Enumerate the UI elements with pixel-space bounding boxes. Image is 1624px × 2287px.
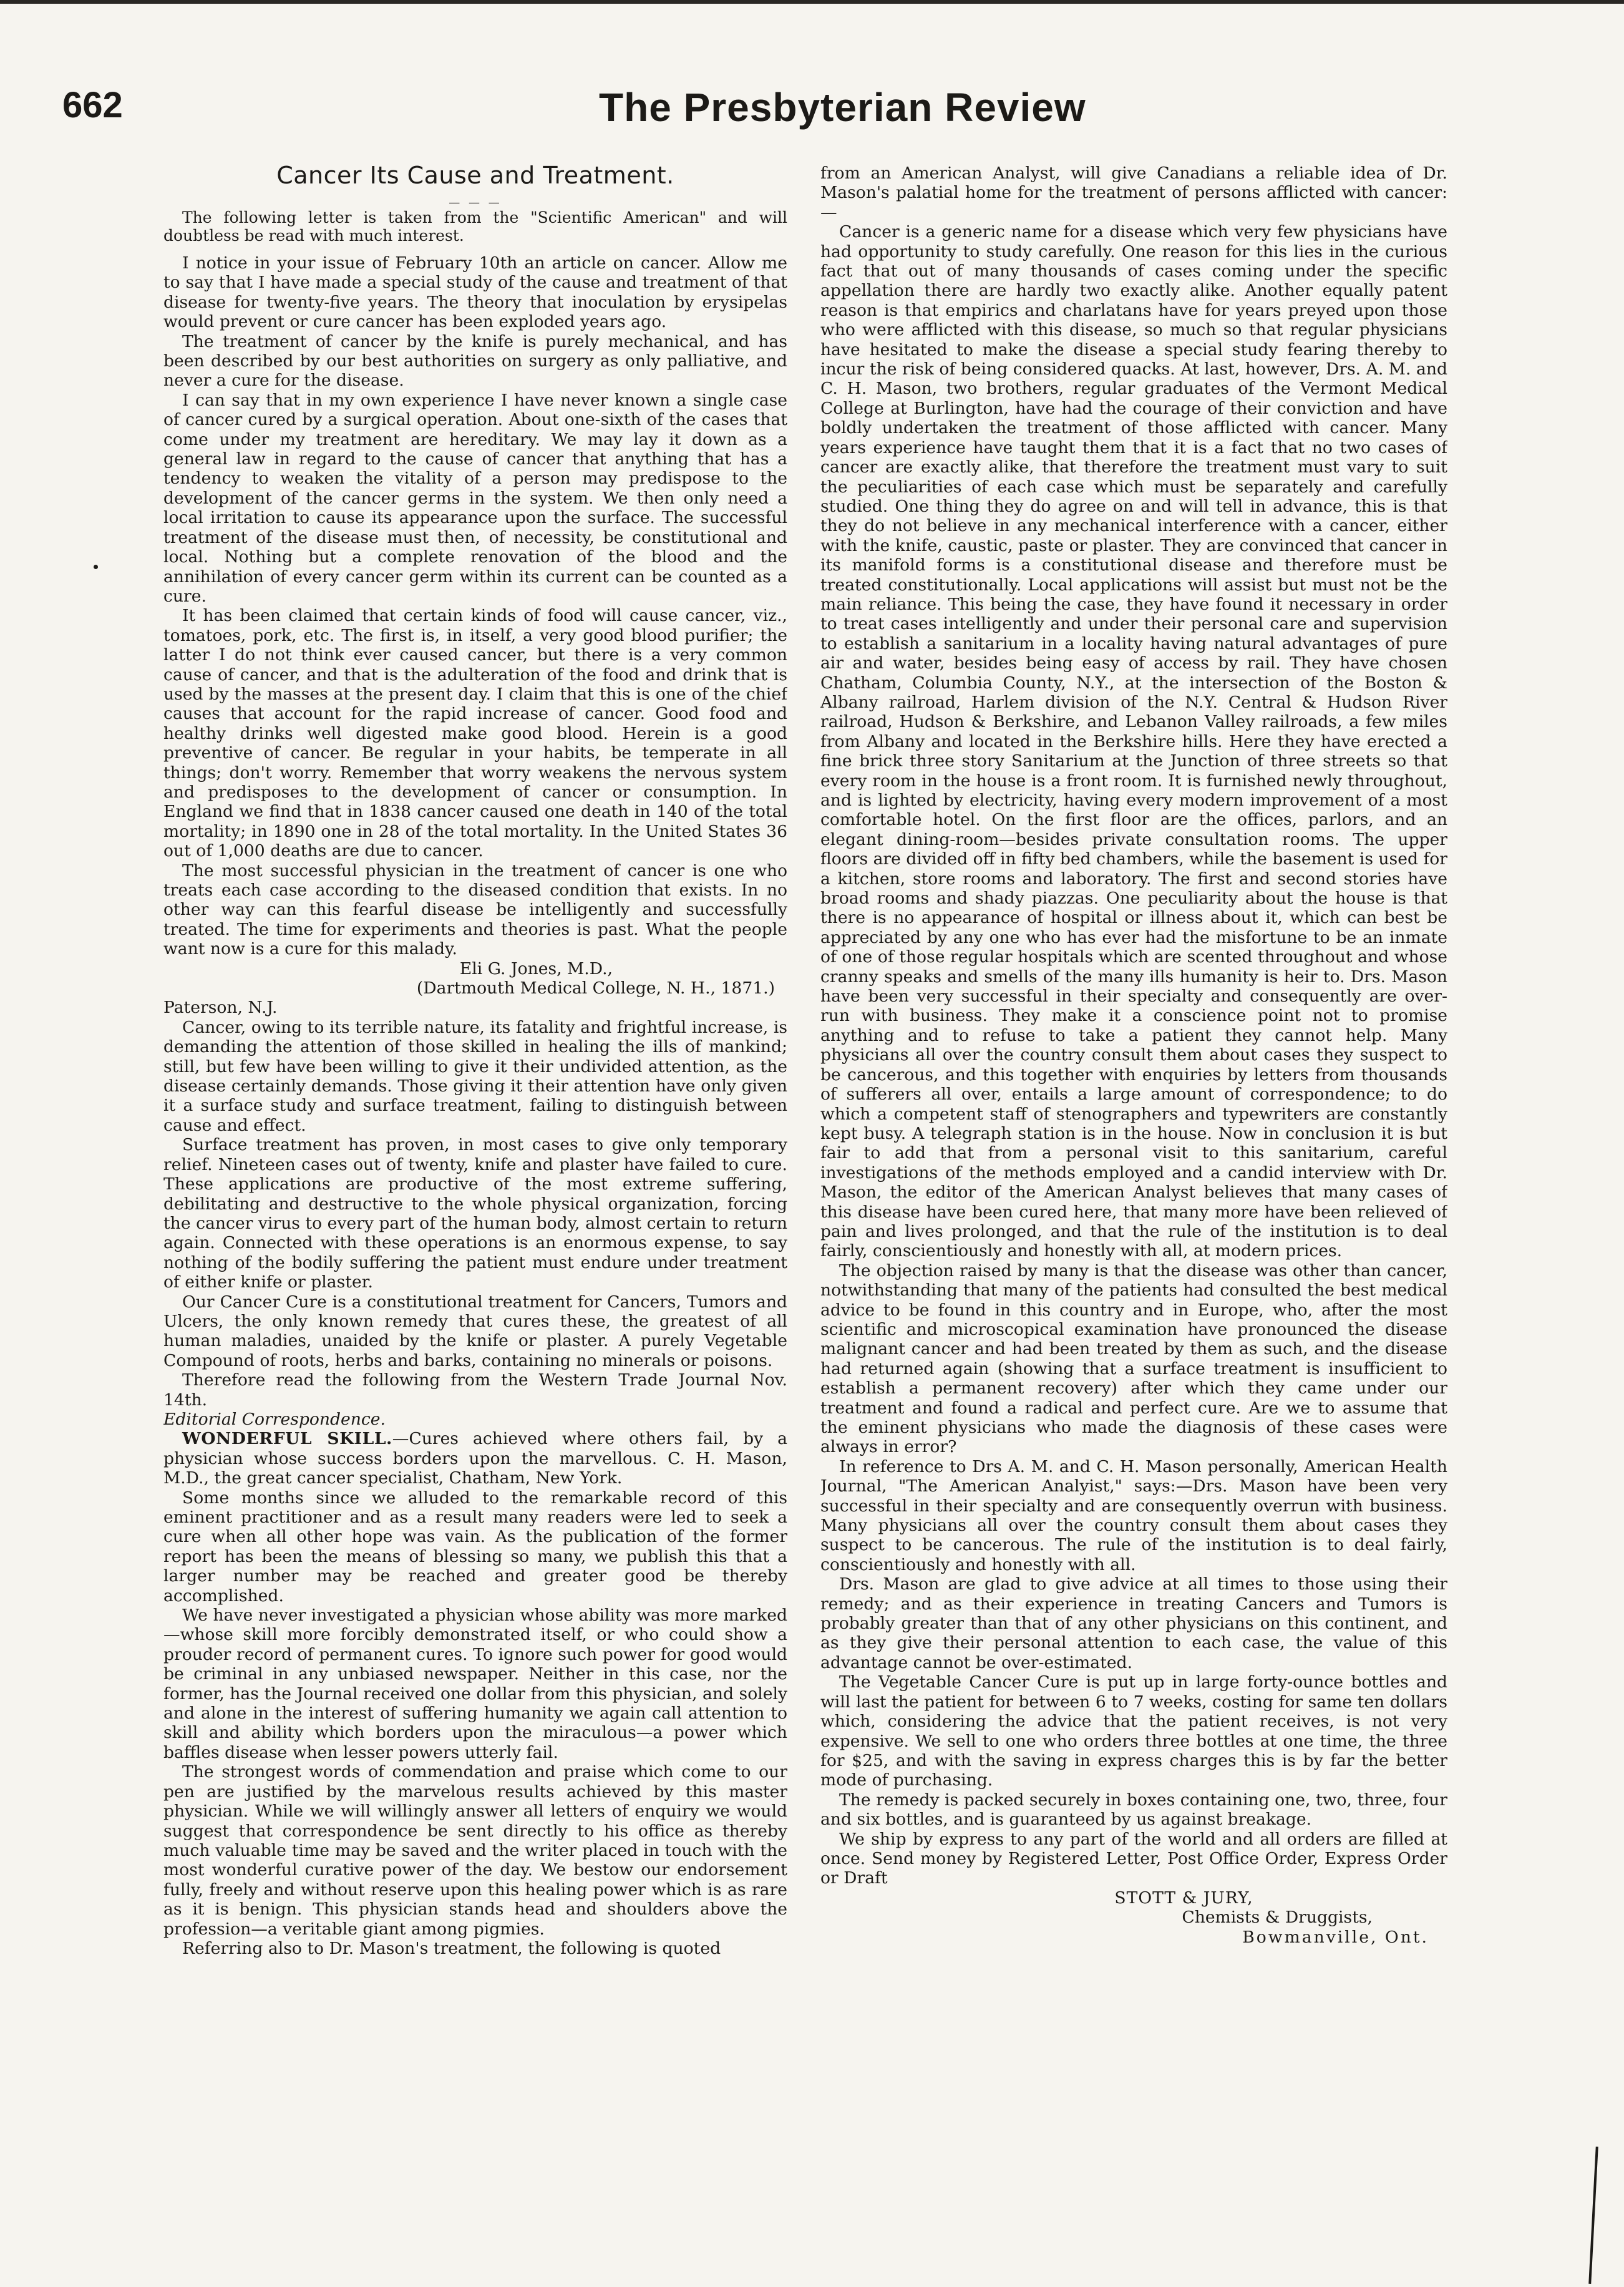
page-header [62, 84, 1585, 140]
article-intro: The following letter is taken from the "Scientific American" and will doubtless be read with much interest. [163, 208, 787, 245]
article-title: Cancer Its Cause and Treatment. [276, 162, 674, 189]
paragraph: We have never investigated a physician whose ability was more marked—whose skill more forcibly demonstrated itself, or who could show a prouder record of permanent cures. To ignore such power for good would be criminal in any unbiased newspaper. Neither in this case, nor the former, has the Journal received one dollar from this physician, and solely and alone in the interest of suffering humanity we again call attention to skill and ability which borders upon the miraculous—a power which baffles disease when lesser powers utterly fail. [163, 1606, 787, 1762]
top-rule [0, 0, 1624, 10]
paragraph-wonderful-skill [163, 1429, 787, 1488]
page-number: 662 [62, 85, 123, 125]
paragraph: The Vegetable Cancer Cure is put up in large forty-ounce bottles and will last the patient for between 6 to 7 weeks, costing for same ten dollars which, considering the advice that the patient receives, is not very expensive. We sell to one who orders three bottles at one time, the three for $25, and with the saving in express charges this is by far the better mode of purchasing. [820, 1672, 1447, 1790]
paragraph: Surface treatment has proven, in most cases to give only temporary relief. Nineteen cases out of twenty, knife and plaster have failed to cure. These applications are productive of the most extreme suffering, debilitating and destructive to the whole physical organization, forcing the cancer virus to every part of the human body, almost certain to return again. Connected with these operations is an enormous expense, to say nothing of the bodily suffering the patient must endure under treatment of either knife or plaster. [163, 1135, 787, 1292]
paragraph: The strongest words of commendation and praise which come to our pen are justified by the marvelous results achieved by this master physician. While we will willingly answer all letters of enquiry we would suggest that correspondence be sent directly to his office as thereby much valuable time may be saved and the writer placed in touch with the most wonderful curative power of the day. We bestow our endorsement fully, freely and without reserve upon this healing power which is as rare as it is benign. This physician stands head and shoulders above the profession—a veritable giant among pigmies. [163, 1762, 787, 1939]
title-dashes: — — — [449, 196, 502, 209]
paragraph: It has been claimed that certain kinds of food will cause cancer, viz., tomatoes, pork, etc. The first is, in itself, a very good blood purifier; the latter I do not think ever caused cancer, but there is a very common cause of cancer, and that is the adulteration of the food and drink that is used by the masses at the present day. I claim that this is one of the chief causes that account for the rapid increase of cancer. Good food and healthy drinks well digested make good blood. Herein is a good preventive of cancer. Be regular in your habits, be temperate in all things; don't worry. Remember that worry weakens the nervous system and predisposes to the development of cancer or consumption. In England we find that in 1838 cancer caused one death in 140 of the total mortality; in 1890 one in 28 of the total mortality. In the United States 36 out of 1,000 deaths are due to cancer. [163, 606, 787, 861]
paragraph: Therefore read the following from the Western Trade Journal Nov. 14th. [163, 1370, 787, 1410]
wonderful-skill-lead: WONDERFUL SKILL. [182, 1429, 392, 1449]
margin-mark [1588, 2147, 1598, 2284]
firm-name: STOTT & JURY, [1114, 1888, 1253, 1908]
paragraph: Cancer, owing to its terrible nature, its fatality and frightful increase, is demanding the attention of those skilled in healing the ills of mankind; still, but few have been willing to give it their undivided attention, as the disease certainly demands. Those giving it their attention have only given it a surface study and surface treatment, failing to distinguish between cause and effect. [163, 1017, 787, 1135]
paragraph: I can say that in my own experience I have never known a single case of cancer cured by a surgical operation. About one-sixth of the cases that come under my treatment are hereditary. We may lay it down as a general law in regard to the cause of cancer that anything that has a tendency to weaken the vitality of a person may predispose to the development of the cancer germs in the system. We then only need a local irritation to cause its appearance upon the surface. The successful treatment of the disease must then, of necessity, be constitutional and local. Nothing but a complete renovation of the blood and the annihilation of every cancer germ within its current can be counted as a cure. [163, 390, 787, 606]
paragraph: Drs. Mason are glad to give advice at all times to those using their remedy; and as their experience in treating Cancers and Tumors is probably greater than that of any other physicians on this continent, and as they give their personal attention to each case, the value of this advantage cannot be over-estimated. [820, 1574, 1447, 1672]
journal-title: The Presbyterian Review [599, 85, 1086, 130]
paragraph: I notice in your issue of February 10th an article on cancer. Allow me to say that I have made a special study of the cause and treatment of that disease for twenty-five years. The theory that inoculation by erysipelas would prevent or cure cancer has been exploded years ago. [163, 253, 787, 332]
firm-role: Chemists & Druggists, [1182, 1908, 1373, 1928]
margin-dot [94, 565, 98, 569]
paragraph: The remedy is packed securely in boxes containing one, two, three, four and six bottles, and is guaranteed by us against breakage. [820, 1790, 1447, 1830]
paragraph: In reference to Drs A. M. and C. H. Mason personally, American Health Journal, "The American Analyist," says:—Drs. Mason have been very successful in their specialty and are consequently overrun with business. Many physicians all over the country consult them about cases they suspect to be cancerous. The rule of the institution is to deal fairly, conscientiously and honestly with all. [820, 1456, 1447, 1574]
paragraph: The objection raised by many is that the disease was other than cancer, notwithstanding that many of the patients had consulted the best medical advice to be found in this country and in Europe, who, after the most scientific and microscopical examination have pronounced the disease malignant cancer and had been treated by them as such, and the disease had returned again (showing that a surface treatment is insufficient to establish a permanent recovery) after which they came under our treatment and found a radical and perfect cure. Are we to assume that the eminent physicians who made the diagnosis of these cases were always in error? [820, 1261, 1447, 1457]
paragraph: Our Cancer Cure is a constitutional treatment for Cancers, Tumors and Ulcers, the only known remedy that cures these, the greatest of all human maladies, unaided by the knife or plaster. A purely Vegetable Compound of roots, herbs and barks, containing no minerals or poisons. [163, 1292, 787, 1370]
paragraph: Some months since we alluded to the remarkable record of this eminent practitioner and as a result many readers were led to seek a cure when all other hope was vain. As the publication of the former report has been the means of blessing so many, we publish this that a larger number may be reached and greater good be thereby accomplished. [163, 1488, 787, 1606]
signature-place: Paterson, N.J. [163, 998, 278, 1018]
paragraph: The most successful physician in the treatment of cancer is one who treats each case according to the diseased condition that exists. In no other way can this fearful disease be intelligently and successfully treated. The time for experiments and theories is past. What the people want now is a cure for this malady. [163, 861, 787, 959]
paragraph: from an American Analyst, will give Canadians a reliable idea of Dr. Mason's palatial home for the treatment of persons afflicted with cancer:— [820, 163, 1447, 222]
paragraph: The treatment of cancer by the knife is purely mechanical, and has been described by our best authorities on surgery as only palliative, and never a cure for the disease. [163, 331, 787, 391]
left-column [163, 161, 787, 2258]
wonderful-skill-text: —Cures achieved where others fail, by a physician whose success borders upon the marvellous. C. H. Mason, M.D., the great cancer specialist, Chatham, New York. [163, 1429, 787, 1488]
signature-affiliation: (Dartmouth Medical College, N. H., 1871.) [416, 978, 775, 998]
paragraph: Cancer is a generic name for a disease which very few physicians have had opportunity to study carefully. One reason for this lies in the curious fact that out of many thousands of cases coming under the specific appellation there are hardly two exactly alike. Another equally patent reason is that empirics and charlatans have for years preyed upon those who were afflicted with this disease, so much so that regular physicians have hesitated to make the disease a special study fearing thereby to incur the risk of being considered quacks. At last, however, Drs. A. M. and C. H. Mason, two brothers, regular graduates of the Vermont Medical College at Burlington, have had the courage of their conviction and have boldly undertaken the treatment of those afflicted with cancer. Many years experience have taught them that it is a fact that no two cases of cancer are exactly alike, that therefore the treatment must vary to suit the peculiarities of each case which must be separately and carefully studied. One thing they do agree on and will tell in advance, this is that they do not believe in any mechanical interference with a cancer, either with the knife, caustic, paste or plaster. They are convinced that cancer in its manifold forms is a constitutional disease and therefore must be treated constitutionally. Local applications will assist but must not be the main reliance. This being the case, they have found it necessary in order to treat cases intelligently and under their personal care and supervision to establish a sanitarium in a locality having natural advantages of pure air and water, besides being easy of access by rail. They have chosen Chatham, Columbia County, N.Y., at the intersection of the Boston & Albany railroad, Harlem division of the N.Y. Central & Hudson River railroad, Hudson & Berkshire, and Lebanon Valley railroads, a few miles from Albany and located in the Berkshire hills. Here they have erected a fine brick three story Sanitarium at the Junction of three streets so that every room in the house is a front room. It is furnished newly throughout, and is lighted by electricity, having every modern improvement of a most comfortable hotel. On the first floor are the offices, parlors, and an elegant dining-room—besides private consultation rooms. The upper floors are divided off in fifty bed chambers, while the basement is used for a kitchen, store rooms and laboratory. The first and second stories have broad rooms and shady piazzas. One peculiarity about the house is that there is no appearance of hospital or illness about it, which can best be appreciated by any one who has ever had the misfortune to be an inmate of one of those regular hospitals which are scented throughout and whose cranny speaks and smells of the many ills humanity is heir to. Drs. Mason have been very successful in their specialty and consequently are over-run with business. They make it a conscience point not to promise anything and to refuse to take a patient they cannot help. Many physicians all over the country consult them about cases they suspect to be cancerous, and this together with enquiries by letters from thousands of sufferers all over, entails a large amount of correspondence; to do which a competent staff of stenographers and typewriters are constantly kept busy. A telegraph station is in the house. Now in conclusion it is but fair to add that from a personal visit to this sanitarium, careful investigations of the methods employed and a candid interview with Dr. Mason, the editor of the American Analyst believes that many cases of this disease have been cured here, that many more have been relieved of pain and lives prolonged, and that the rule of the institution is to deal fairly, conscientiously and honestly with all, at modern prices. [820, 222, 1447, 1261]
right-column [820, 163, 1447, 2260]
paragraph: We ship by express to any part of the world and all orders are filled at once. Send money by Registered Letter, Post Office Order, Express Order or Draft [820, 1829, 1447, 1888]
editorial-heading: Editorial Correspondence. [163, 1409, 386, 1429]
signature-name: Eli G. Jones, M.D., [459, 958, 613, 978]
firm-city: Bowmanville, Ont. [1242, 1927, 1429, 1947]
paragraph: Referring also to Dr. Mason's treatment, the following is quoted [182, 1938, 721, 1958]
